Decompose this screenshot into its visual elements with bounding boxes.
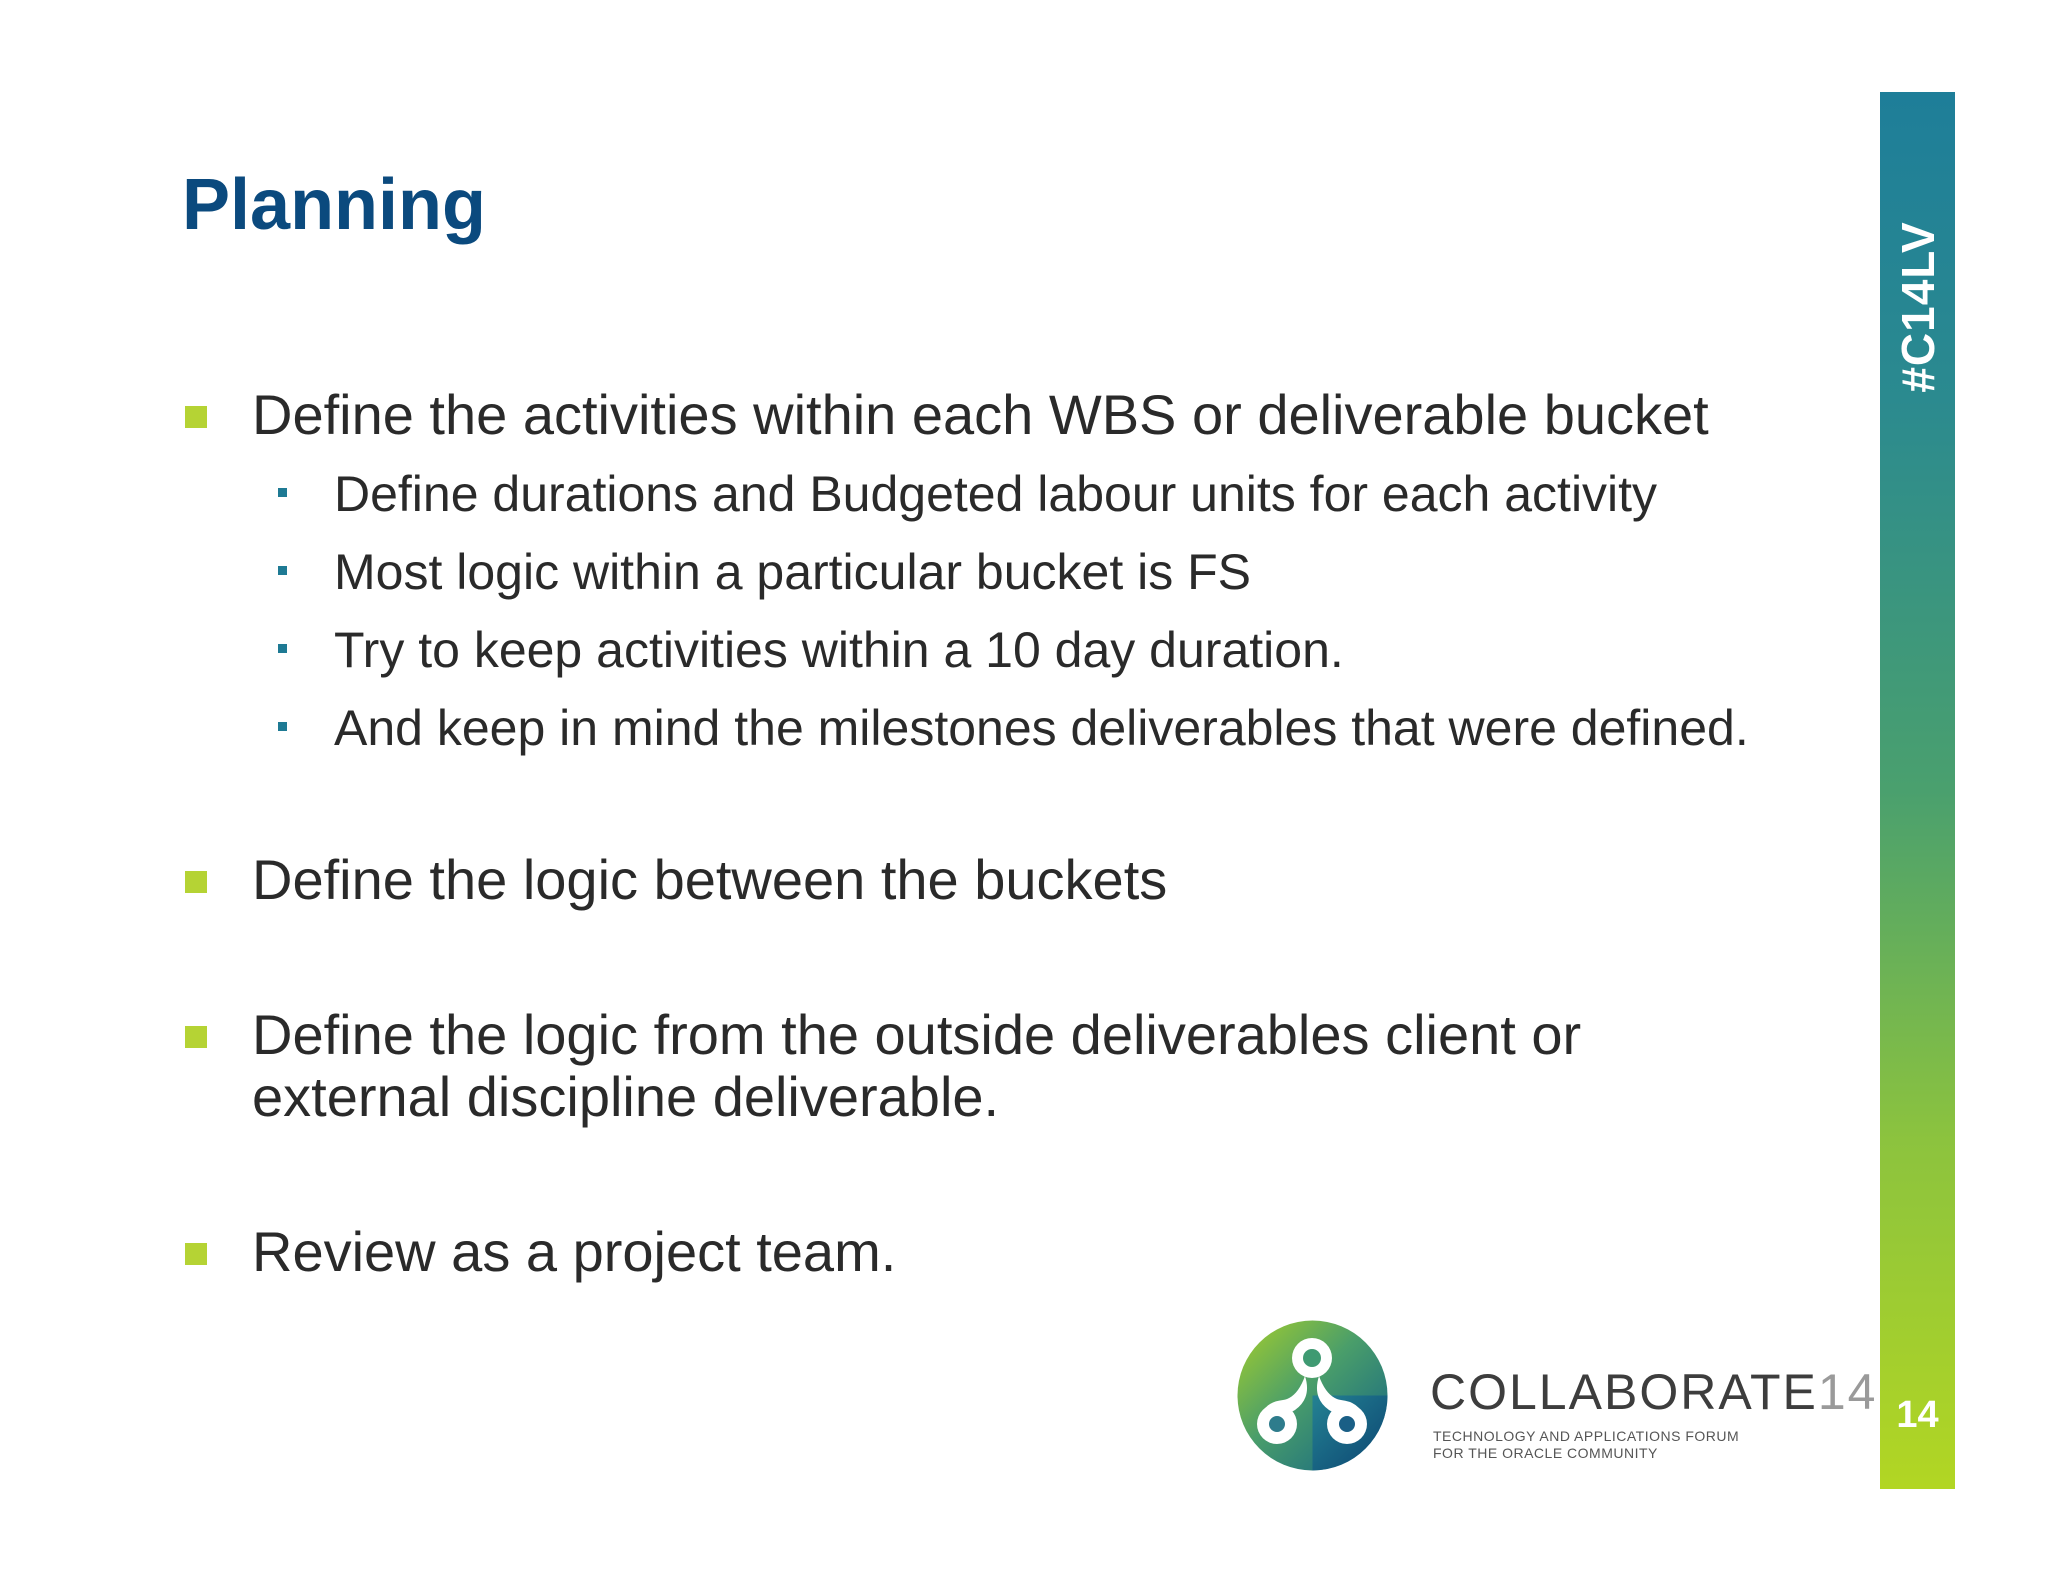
logo-wordmark: [1430, 1364, 1877, 1420]
sub-bullet-text: Try to keep activities within a 10 day duration.: [334, 622, 1344, 678]
logo-tagline: [1433, 1428, 1739, 1462]
bullet-square-icon: [185, 1026, 207, 1048]
bullet-square-icon: [185, 871, 207, 893]
sub-bullet-square-icon: [278, 488, 287, 497]
bullet-text: Review as a project team.: [252, 1220, 897, 1283]
sub-bullet-square-icon: [278, 722, 287, 731]
sidebar-band: [1880, 92, 1955, 1489]
sub-bullet-text: And keep in mind the milestones deliverables that were defined.: [334, 700, 1749, 756]
hashtag-label: #C14LV: [1891, 221, 1944, 393]
logo-wordmark-text: COLLABORATE: [1430, 1364, 1818, 1420]
bullet-square-icon: [185, 406, 207, 428]
bullet-text: Define the logic between the buckets: [252, 848, 1168, 911]
bullet-text: Define the activities within each WBS or deliverable bucket: [252, 383, 1709, 446]
sub-bullet-square-icon: [278, 644, 287, 653]
logo-tagline-line: TECHNOLOGY AND APPLICATIONS FORUM: [1433, 1428, 1740, 1444]
bullet-square-icon: [185, 1243, 207, 1265]
collaborate-logo-icon: [1235, 1318, 1390, 1473]
sub-bullet-square-icon: [278, 566, 287, 575]
logo-tagline-line: FOR THE ORACLE COMMUNITY: [1433, 1445, 1658, 1461]
logo-wordmark-number: 14: [1817, 1364, 1878, 1420]
sub-bullet-text: Most logic within a particular bucket is FS: [334, 544, 1252, 600]
slide-title: Planning: [182, 165, 486, 245]
sub-bullet-text: Define durations and Budgeted labour units for each activity: [334, 466, 1658, 522]
page-number: 14: [1896, 1394, 1939, 1436]
bullet-text: Define the logic from the outside deliverables client or external discipline deliverable.: [252, 1003, 1582, 1128]
